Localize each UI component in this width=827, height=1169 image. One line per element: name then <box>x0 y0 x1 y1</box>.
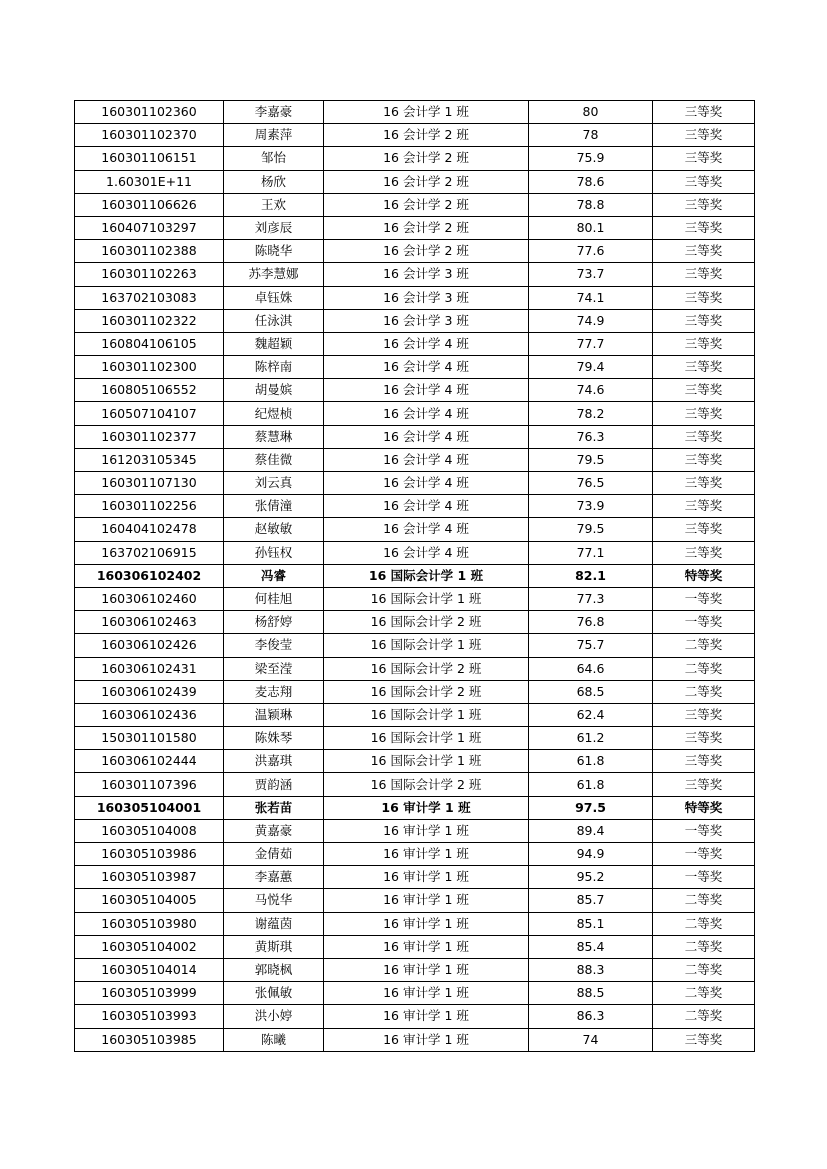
student-id-cell: 160805106552 <box>75 379 224 402</box>
table-row <box>75 379 755 402</box>
student-name-cell: 纪煜桢 <box>224 402 324 425</box>
score-cell: 75.7 <box>529 634 653 657</box>
student-id-cell: 160301102377 <box>75 425 224 448</box>
award-table-body <box>75 101 755 1052</box>
table-row <box>75 843 755 866</box>
class-name-cell: 16 国际会计学 1 班 <box>324 727 529 750</box>
class-name-cell: 16 审计学 1 班 <box>324 958 529 981</box>
table-row <box>75 216 755 239</box>
score-cell: 97.5 <box>529 796 653 819</box>
score-cell: 75.9 <box>529 147 653 170</box>
score-cell: 61.8 <box>529 773 653 796</box>
award-level-cell: 三等奖 <box>653 263 755 286</box>
student-id-cell: 160301102360 <box>75 101 224 124</box>
award-level-cell: 三等奖 <box>653 356 755 379</box>
award-level-cell: 特等奖 <box>653 564 755 587</box>
score-cell: 79.4 <box>529 356 653 379</box>
score-cell: 77.3 <box>529 587 653 610</box>
class-name-cell: 16 会计学 4 班 <box>324 541 529 564</box>
student-id-cell: 160305103980 <box>75 912 224 935</box>
score-cell: 78.6 <box>529 170 653 193</box>
score-cell: 95.2 <box>529 866 653 889</box>
class-name-cell: 16 审计学 1 班 <box>324 1005 529 1028</box>
score-cell: 74.9 <box>529 309 653 332</box>
table-row <box>75 124 755 147</box>
student-id-cell: 160301106151 <box>75 147 224 170</box>
student-id-cell: 160301102388 <box>75 240 224 263</box>
student-name-cell: 黄嘉豪 <box>224 819 324 842</box>
class-name-cell: 16 会计学 3 班 <box>324 286 529 309</box>
score-cell: 73.7 <box>529 263 653 286</box>
table-row <box>75 240 755 263</box>
student-name-cell: 黄斯琪 <box>224 935 324 958</box>
student-name-cell: 陈梓南 <box>224 356 324 379</box>
class-name-cell: 16 会计学 3 班 <box>324 309 529 332</box>
class-name-cell: 16 会计学 2 班 <box>324 240 529 263</box>
score-cell: 62.4 <box>529 703 653 726</box>
table-row <box>75 819 755 842</box>
student-id-cell: 160306102436 <box>75 703 224 726</box>
student-name-cell: 陈姝琴 <box>224 727 324 750</box>
award-table <box>74 100 755 1052</box>
table-row <box>75 518 755 541</box>
score-cell: 80 <box>529 101 653 124</box>
class-name-cell: 16 会计学 4 班 <box>324 356 529 379</box>
score-cell: 76.5 <box>529 472 653 495</box>
class-name-cell: 16 国际会计学 1 班 <box>324 634 529 657</box>
award-level-cell: 三等奖 <box>653 703 755 726</box>
class-name-cell: 16 国际会计学 2 班 <box>324 773 529 796</box>
student-id-cell: 160305104005 <box>75 889 224 912</box>
student-name-cell: 郭晓枫 <box>224 958 324 981</box>
class-name-cell: 16 会计学 3 班 <box>324 263 529 286</box>
award-level-cell: 二等奖 <box>653 912 755 935</box>
class-name-cell: 16 会计学 2 班 <box>324 170 529 193</box>
student-id-cell: 160305104001 <box>75 796 224 819</box>
class-name-cell: 16 会计学 2 班 <box>324 124 529 147</box>
student-name-cell: 温颖琳 <box>224 703 324 726</box>
award-level-cell: 三等奖 <box>653 240 755 263</box>
award-level-cell: 三等奖 <box>653 170 755 193</box>
class-name-cell: 16 会计学 4 班 <box>324 448 529 471</box>
student-name-cell: 苏李慧娜 <box>224 263 324 286</box>
student-name-cell: 任泳淇 <box>224 309 324 332</box>
class-name-cell: 16 国际会计学 2 班 <box>324 680 529 703</box>
table-row <box>75 958 755 981</box>
table-row <box>75 773 755 796</box>
table-row <box>75 309 755 332</box>
student-name-cell: 王欢 <box>224 193 324 216</box>
score-cell: 76.3 <box>529 425 653 448</box>
table-row <box>75 263 755 286</box>
class-name-cell: 16 会计学 4 班 <box>324 472 529 495</box>
award-level-cell: 三等奖 <box>653 1028 755 1051</box>
student-id-cell: 160306102426 <box>75 634 224 657</box>
table-row <box>75 147 755 170</box>
award-level-cell: 二等奖 <box>653 634 755 657</box>
score-cell: 74 <box>529 1028 653 1051</box>
award-level-cell: 二等奖 <box>653 1005 755 1028</box>
class-name-cell: 16 会计学 1 班 <box>324 101 529 124</box>
student-name-cell: 蔡慧琳 <box>224 425 324 448</box>
student-name-cell: 张若苗 <box>224 796 324 819</box>
student-name-cell: 周素萍 <box>224 124 324 147</box>
table-row <box>75 680 755 703</box>
student-id-cell: 163702106915 <box>75 541 224 564</box>
award-level-cell: 一等奖 <box>653 843 755 866</box>
award-level-cell: 三等奖 <box>653 193 755 216</box>
class-name-cell: 16 会计学 4 班 <box>324 402 529 425</box>
class-name-cell: 16 会计学 2 班 <box>324 147 529 170</box>
table-row <box>75 611 755 634</box>
score-cell: 73.9 <box>529 495 653 518</box>
award-level-cell: 特等奖 <box>653 796 755 819</box>
award-level-cell: 三等奖 <box>653 147 755 170</box>
award-level-cell: 二等奖 <box>653 889 755 912</box>
student-id-cell: 160301107396 <box>75 773 224 796</box>
table-row <box>75 912 755 935</box>
score-cell: 77.6 <box>529 240 653 263</box>
student-id-cell: 161203105345 <box>75 448 224 471</box>
student-id-cell: 160306102431 <box>75 657 224 680</box>
score-cell: 68.5 <box>529 680 653 703</box>
score-cell: 78 <box>529 124 653 147</box>
table-row <box>75 286 755 309</box>
student-id-cell: 160301102256 <box>75 495 224 518</box>
award-level-cell: 三等奖 <box>653 448 755 471</box>
student-name-cell: 谢蕴茵 <box>224 912 324 935</box>
student-name-cell: 蔡佳微 <box>224 448 324 471</box>
student-id-cell: 160305103985 <box>75 1028 224 1051</box>
award-level-cell: 三等奖 <box>653 541 755 564</box>
class-name-cell: 16 审计学 1 班 <box>324 843 529 866</box>
table-row <box>75 982 755 1005</box>
award-level-cell: 三等奖 <box>653 425 755 448</box>
award-level-cell: 一等奖 <box>653 866 755 889</box>
score-cell: 82.1 <box>529 564 653 587</box>
class-name-cell: 16 会计学 4 班 <box>324 332 529 355</box>
table-row <box>75 727 755 750</box>
score-cell: 76.8 <box>529 611 653 634</box>
student-id-cell: 160301102322 <box>75 309 224 332</box>
class-name-cell: 16 审计学 1 班 <box>324 935 529 958</box>
student-id-cell: 160305103993 <box>75 1005 224 1028</box>
table-row <box>75 193 755 216</box>
score-cell: 85.7 <box>529 889 653 912</box>
table-row <box>75 935 755 958</box>
table-row <box>75 101 755 124</box>
student-name-cell: 魏超颖 <box>224 332 324 355</box>
score-cell: 78.2 <box>529 402 653 425</box>
student-name-cell: 李俊莹 <box>224 634 324 657</box>
table-row <box>75 1005 755 1028</box>
student-id-cell: 160301106626 <box>75 193 224 216</box>
award-level-cell: 三等奖 <box>653 332 755 355</box>
class-name-cell: 16 会计学 4 班 <box>324 379 529 402</box>
student-id-cell: 160306102463 <box>75 611 224 634</box>
student-name-cell: 杨欣 <box>224 170 324 193</box>
table-row <box>75 1028 755 1051</box>
class-name-cell: 16 会计学 4 班 <box>324 518 529 541</box>
table-row <box>75 425 755 448</box>
student-name-cell: 孙钰权 <box>224 541 324 564</box>
class-name-cell: 16 会计学 4 班 <box>324 495 529 518</box>
student-id-cell: 160301102370 <box>75 124 224 147</box>
student-id-cell: 160404102478 <box>75 518 224 541</box>
table-row <box>75 472 755 495</box>
award-level-cell: 一等奖 <box>653 611 755 634</box>
score-cell: 77.1 <box>529 541 653 564</box>
table-row <box>75 448 755 471</box>
student-id-cell: 163702103083 <box>75 286 224 309</box>
score-cell: 94.9 <box>529 843 653 866</box>
class-name-cell: 16 会计学 2 班 <box>324 193 529 216</box>
student-name-cell: 贾韵涵 <box>224 773 324 796</box>
award-level-cell: 三等奖 <box>653 124 755 147</box>
award-level-cell: 三等奖 <box>653 309 755 332</box>
class-name-cell: 16 会计学 4 班 <box>324 425 529 448</box>
award-level-cell: 三等奖 <box>653 379 755 402</box>
student-id-cell: 160306102444 <box>75 750 224 773</box>
award-level-cell: 三等奖 <box>653 402 755 425</box>
score-cell: 74.6 <box>529 379 653 402</box>
student-name-cell: 冯睿 <box>224 564 324 587</box>
student-name-cell: 张佩敏 <box>224 982 324 1005</box>
score-cell: 80.1 <box>529 216 653 239</box>
student-name-cell: 洪小婷 <box>224 1005 324 1028</box>
award-level-cell: 三等奖 <box>653 518 755 541</box>
class-name-cell: 16 国际会计学 1 班 <box>324 703 529 726</box>
award-level-cell: 三等奖 <box>653 495 755 518</box>
student-id-cell: 160305104002 <box>75 935 224 958</box>
award-level-cell: 三等奖 <box>653 727 755 750</box>
award-level-cell: 一等奖 <box>653 819 755 842</box>
table-row <box>75 587 755 610</box>
student-name-cell: 赵敏敏 <box>224 518 324 541</box>
score-cell: 74.1 <box>529 286 653 309</box>
class-name-cell: 16 国际会计学 1 班 <box>324 750 529 773</box>
student-id-cell: 160306102460 <box>75 587 224 610</box>
student-id-cell: 160407103297 <box>75 216 224 239</box>
table-row <box>75 634 755 657</box>
student-name-cell: 陈曦 <box>224 1028 324 1051</box>
award-level-cell: 一等奖 <box>653 587 755 610</box>
student-id-cell: 160507104107 <box>75 402 224 425</box>
score-cell: 89.4 <box>529 819 653 842</box>
student-id-cell: 160305103999 <box>75 982 224 1005</box>
student-name-cell: 洪嘉琪 <box>224 750 324 773</box>
score-cell: 78.8 <box>529 193 653 216</box>
student-name-cell: 胡曼嫔 <box>224 379 324 402</box>
student-name-cell: 邹怡 <box>224 147 324 170</box>
student-id-cell: 160301102300 <box>75 356 224 379</box>
class-name-cell: 16 审计学 1 班 <box>324 1028 529 1051</box>
award-level-cell: 三等奖 <box>653 750 755 773</box>
student-name-cell: 卓钰姝 <box>224 286 324 309</box>
table-row <box>75 564 755 587</box>
class-name-cell: 16 审计学 1 班 <box>324 796 529 819</box>
award-level-cell: 三等奖 <box>653 472 755 495</box>
table-row <box>75 703 755 726</box>
score-cell: 79.5 <box>529 518 653 541</box>
student-id-cell: 160804106105 <box>75 332 224 355</box>
table-row <box>75 866 755 889</box>
student-id-cell: 150301101580 <box>75 727 224 750</box>
score-cell: 61.8 <box>529 750 653 773</box>
student-name-cell: 李嘉豪 <box>224 101 324 124</box>
score-cell: 88.3 <box>529 958 653 981</box>
class-name-cell: 16 国际会计学 2 班 <box>324 611 529 634</box>
student-id-cell: 1.60301E+11 <box>75 170 224 193</box>
student-id-cell: 160306102439 <box>75 680 224 703</box>
student-id-cell: 160306102402 <box>75 564 224 587</box>
student-id-cell: 160305103986 <box>75 843 224 866</box>
table-row <box>75 889 755 912</box>
class-name-cell: 16 审计学 1 班 <box>324 889 529 912</box>
student-name-cell: 杨舒婷 <box>224 611 324 634</box>
score-cell: 85.1 <box>529 912 653 935</box>
table-row <box>75 541 755 564</box>
student-name-cell: 麦志翔 <box>224 680 324 703</box>
score-cell: 85.4 <box>529 935 653 958</box>
score-cell: 86.3 <box>529 1005 653 1028</box>
award-level-cell: 三等奖 <box>653 286 755 309</box>
student-name-cell: 马悦华 <box>224 889 324 912</box>
table-row <box>75 170 755 193</box>
class-name-cell: 16 审计学 1 班 <box>324 982 529 1005</box>
award-level-cell: 二等奖 <box>653 657 755 680</box>
class-name-cell: 16 国际会计学 1 班 <box>324 587 529 610</box>
class-name-cell: 16 国际会计学 2 班 <box>324 657 529 680</box>
table-row <box>75 796 755 819</box>
student-name-cell: 刘彦辰 <box>224 216 324 239</box>
score-cell: 88.5 <box>529 982 653 1005</box>
student-name-cell: 何桂旭 <box>224 587 324 610</box>
score-cell: 61.2 <box>529 727 653 750</box>
score-cell: 64.6 <box>529 657 653 680</box>
table-row <box>75 356 755 379</box>
award-level-cell: 二等奖 <box>653 935 755 958</box>
award-level-cell: 三等奖 <box>653 101 755 124</box>
table-row <box>75 402 755 425</box>
table-row <box>75 332 755 355</box>
student-name-cell: 金倩茹 <box>224 843 324 866</box>
student-id-cell: 160305103987 <box>75 866 224 889</box>
table-row <box>75 495 755 518</box>
award-level-cell: 三等奖 <box>653 773 755 796</box>
student-id-cell: 160301102263 <box>75 263 224 286</box>
class-name-cell: 16 国际会计学 1 班 <box>324 564 529 587</box>
class-name-cell: 16 审计学 1 班 <box>324 866 529 889</box>
class-name-cell: 16 审计学 1 班 <box>324 912 529 935</box>
score-cell: 79.5 <box>529 448 653 471</box>
table-row <box>75 657 755 680</box>
student-name-cell: 刘云真 <box>224 472 324 495</box>
score-cell: 77.7 <box>529 332 653 355</box>
award-level-cell: 二等奖 <box>653 958 755 981</box>
student-name-cell: 李嘉蕙 <box>224 866 324 889</box>
award-level-cell: 三等奖 <box>653 216 755 239</box>
award-level-cell: 二等奖 <box>653 982 755 1005</box>
student-name-cell: 张倩潼 <box>224 495 324 518</box>
student-id-cell: 160305104008 <box>75 819 224 842</box>
class-name-cell: 16 会计学 2 班 <box>324 216 529 239</box>
student-name-cell: 陈晓华 <box>224 240 324 263</box>
student-id-cell: 160305104014 <box>75 958 224 981</box>
class-name-cell: 16 审计学 1 班 <box>324 819 529 842</box>
table-row <box>75 750 755 773</box>
award-level-cell: 二等奖 <box>653 680 755 703</box>
student-name-cell: 梁至滢 <box>224 657 324 680</box>
student-id-cell: 160301107130 <box>75 472 224 495</box>
